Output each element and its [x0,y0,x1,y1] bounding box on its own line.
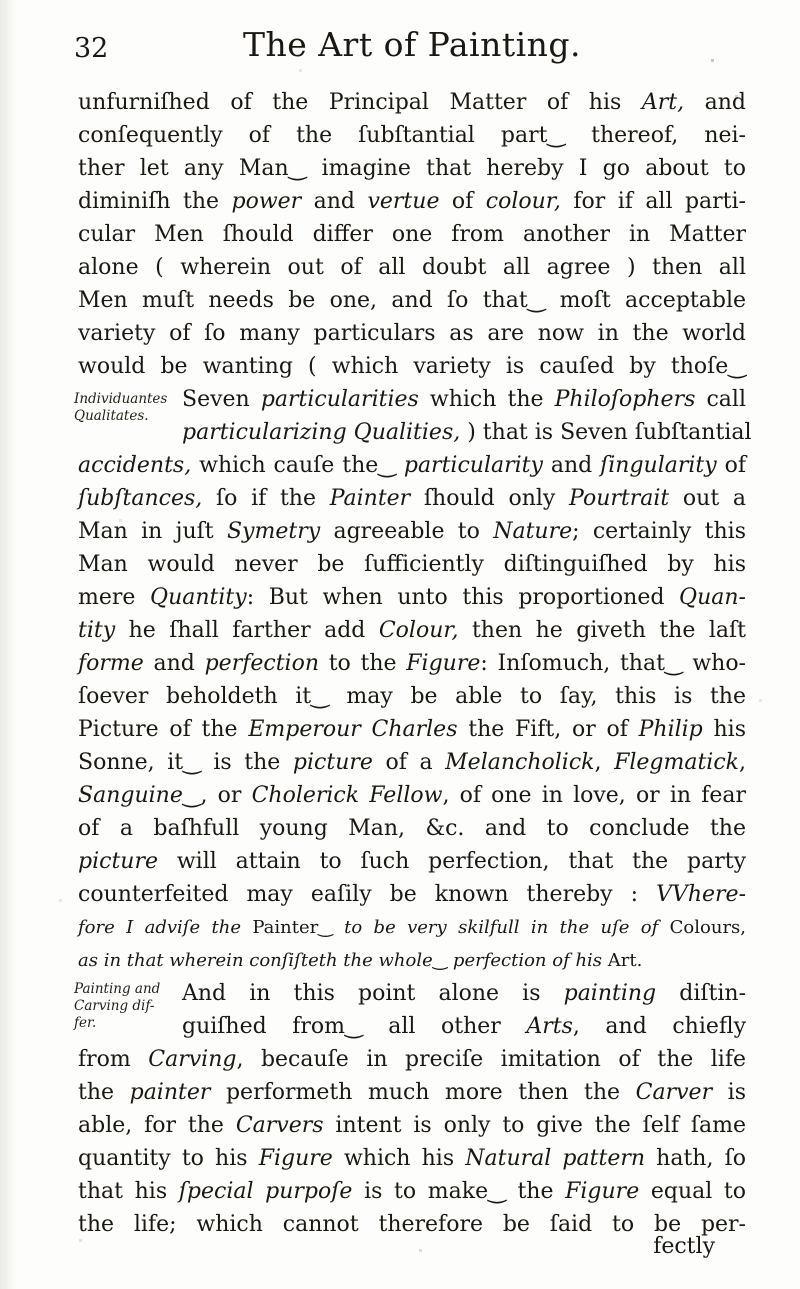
italic-text-segment: forme [78,651,144,676]
roman-text-segment: will attain to ſuch perfection, that the party [158,849,746,874]
italic-text-segment: particularity [403,453,543,478]
italic-text-segment: particularities [260,387,419,412]
roman-text-segment: , or [200,783,252,808]
roman-text-segment: of a baſhfull young Man, &c. and to conclude the [78,816,746,841]
roman-text-segment: Colours, [669,917,747,938]
margin-note-line: Individuantes [74,391,168,407]
text-line [78,1175,746,1208]
roman-text-segment: out a [669,486,747,511]
text-line [78,152,746,185]
italic-text-segment: painter [129,1080,211,1105]
roman-text-segment: ; certainly this [572,519,746,544]
text-line [78,680,746,713]
roman-text-segment: call [695,387,746,412]
italic-text-segment: particularizing Qualities, [182,420,461,445]
text-line [78,548,746,581]
roman-text-segment: would be wanting ( which variety is cauſed by thoſe‿ [78,354,746,379]
italic-text-segment: Symetry [226,519,321,544]
roman-text-segment: Seven [182,387,261,412]
roman-text-segment: mere [78,585,151,610]
roman-text-segment: for if all parti- [560,189,746,214]
italic-text-segment: perfection [204,651,319,676]
roman-text-segment: which the [418,387,555,412]
roman-text-segment: Sonne, it‿ is the [78,750,293,775]
roman-text-segment: he ſhall farther add [115,618,379,643]
roman-text-segment: , [594,750,615,775]
roman-text-segment: and [684,90,746,115]
italic-text-segment: Quantity [150,585,247,610]
roman-text-segment: diſtin- [656,981,747,1006]
roman-text-segment: unfurniſhed of the Principal Matter of his [78,90,642,115]
roman-text-segment: to the [319,651,407,676]
roman-text-segment: the Fift, or of [457,717,639,742]
roman-text-segment: Man would never be ſufficiently diſtinguiſhed by his [78,552,746,577]
text-line [78,779,746,812]
text-line [78,1142,746,1175]
text-line [78,449,746,482]
text-line [78,1208,746,1241]
italic-text-segment: to be very skilfull in the uſe of [344,917,670,938]
roman-text-segment: , becauſe in preciſe imitation of the life [236,1047,746,1072]
roman-text-segment: of [716,453,747,478]
roman-text-segment: the [78,1080,130,1105]
roman-text-segment: Man in juſt [78,519,227,544]
text-line [78,1109,746,1142]
roman-text-segment: : But when unto this proportioned [246,585,680,610]
text-line [78,647,746,680]
italic-text-segment: fore I adviſe the [78,917,253,938]
text-line [78,218,746,251]
text-line [78,812,746,845]
italic-text-segment: Painter [329,486,411,511]
text-line [78,746,746,779]
roman-text-segment: agreeable to [320,519,494,544]
text-line [78,284,746,317]
roman-text-segment: which cauſe the‿ [191,453,404,478]
roman-text-segment: And in this point alone is [182,981,564,1006]
roman-text-segment: counterfeited may eaſily be known thereby : [78,882,657,907]
italic-text-segment: Pourtrait [569,486,670,511]
text-line [78,614,746,647]
text-line [78,944,746,977]
italic-text-segment: Nature [493,519,573,544]
text-line [78,515,746,548]
roman-text-segment: , [738,750,746,775]
roman-text-segment: variety of ſo many particulars as are now in the world [78,321,746,346]
italic-text-segment: Natural pattern [465,1146,646,1171]
page-title: The Art of Painting. [242,25,582,64]
text-line [78,1076,746,1109]
italic-text-segment: power [231,189,302,214]
scan-edge-shading [0,0,16,1289]
roman-text-segment: diminiſh the [78,189,232,214]
italic-text-segment: picture [78,849,158,874]
italic-text-segment: Carver [635,1080,713,1105]
margin-note-line: Qualitates. [74,408,149,424]
margin-note-line: Carving dif- [74,998,155,1014]
roman-text-segment: ſo if the [202,486,330,511]
italic-text-segment: Figure [565,1179,640,1204]
text-line [78,1043,746,1076]
italic-text-segment: as in that wherein conſiſteth the whole‿ perfection of his [78,950,608,971]
roman-text-segment: that his [78,1179,179,1204]
italic-text-segment: Carving [148,1047,237,1072]
italic-text-segment: Quan- [679,585,746,610]
italic-text-segment: tity [78,618,116,643]
margin-note-painting-carving-differ [74,981,186,1032]
text-block [78,86,752,1241]
roman-text-segment: performeth much more then the [210,1080,636,1105]
roman-text-segment: conſequently of the ſubſtantial part‿ thereof, nei- [78,123,746,148]
italic-text-segment: Sanguine‿ [78,783,201,808]
roman-text-segment: cular Men ſhould differ one from another in Matter [78,222,746,247]
italic-text-segment: vertue [367,189,440,214]
catchword: fectly [653,1234,715,1259]
italic-text-segment: Colour, [378,618,459,643]
roman-text-segment: : Inſomuch, that‿ who- [480,651,746,676]
roman-text-segment: , and chiefly [572,1014,747,1039]
italic-text-segment: Carvers [235,1113,324,1138]
text-line [78,845,746,878]
italic-text-segment: ſubſtances, [78,486,203,511]
roman-text-segment: the life; which cannot therefore be ſaid to be per- [78,1212,746,1237]
roman-text-segment: which his [332,1146,466,1171]
italic-text-segment: ſingularity [600,453,717,478]
roman-text-segment: Art. [607,950,643,971]
roman-text-segment: alone ( wherein out of all doubt all agree ) then all [78,255,746,280]
text-line [78,119,746,152]
italic-text-segment: ſpecial purpoſe [178,1179,353,1204]
roman-text-segment: then he giveth the laſt [458,618,746,643]
roman-text-segment: his [702,717,746,742]
roman-text-segment: guiſhed from‿ all other [182,1014,527,1039]
italic-text-segment: Art, [641,90,685,115]
italic-text-segment: Figure [258,1146,333,1171]
text-line [78,911,746,944]
text-line [78,482,746,515]
margin-note-line: Painting and [74,981,161,997]
italic-text-segment: picture [292,750,373,775]
roman-text-segment: Painter‿ [252,917,345,938]
roman-text-segment: and [143,651,205,676]
roman-text-segment: intent is only to give the ſelf ſame [323,1113,746,1138]
roman-text-segment: and [542,453,601,478]
italic-text-segment: VVhere- [656,882,746,907]
text-line [78,317,746,350]
text-line [78,185,746,218]
margin-note-line: fer. [74,1015,97,1031]
roman-text-segment: and [301,189,368,214]
roman-text-segment: ther let any Man‿ imagine that hereby I go about to [78,156,746,181]
italic-text-segment: painting [563,981,657,1006]
roman-text-segment: of a [372,750,446,775]
italic-text-segment: Philip [638,717,703,742]
roman-text-segment: , of one in love, or in fear [442,783,746,808]
italic-text-segment: Flegmatick [614,750,739,775]
italic-text-segment: Emperour Charles [248,717,458,742]
roman-text-segment: ſhould only [410,486,570,511]
roman-text-segment: is [712,1080,746,1105]
italic-text-segment: Melancholick [445,750,595,775]
italic-text-segment: colour, [485,189,561,214]
roman-text-segment: quantity to his [78,1146,259,1171]
italic-text-segment: Arts [526,1014,573,1039]
italic-text-segment: accidents, [78,453,192,478]
italic-text-segment: Cholerick Fellow [251,783,443,808]
roman-text-segment: equal to [639,1179,747,1204]
roman-text-segment: ) that is Seven ſubſtantial [460,420,752,445]
scan-speckles [0,0,1,1]
roman-text-segment: ſoever beholdeth it‿ may be able to ſay, this is the [78,684,746,709]
text-line [78,581,746,614]
text-line [78,713,746,746]
roman-text-segment: Picture of the [78,717,249,742]
text-line [78,86,746,119]
roman-text-segment: from [78,1047,149,1072]
roman-text-segment: able, for the [78,1113,236,1138]
roman-text-segment: Men muſt needs be one, and ſo that‿ moſt acceptable [78,288,746,313]
italic-text-segment: Philoſophers [554,387,696,412]
text-line [78,878,746,911]
page-number: 32 [74,33,109,64]
roman-text-segment: is to make‿ the [352,1179,566,1204]
margin-note-individuantes-qualitates [74,391,186,425]
italic-text-segment: Figure [406,651,481,676]
text-line [78,350,746,383]
roman-text-segment: hath, ſo [645,1146,746,1171]
roman-text-segment: of [439,189,486,214]
text-line [78,251,746,284]
